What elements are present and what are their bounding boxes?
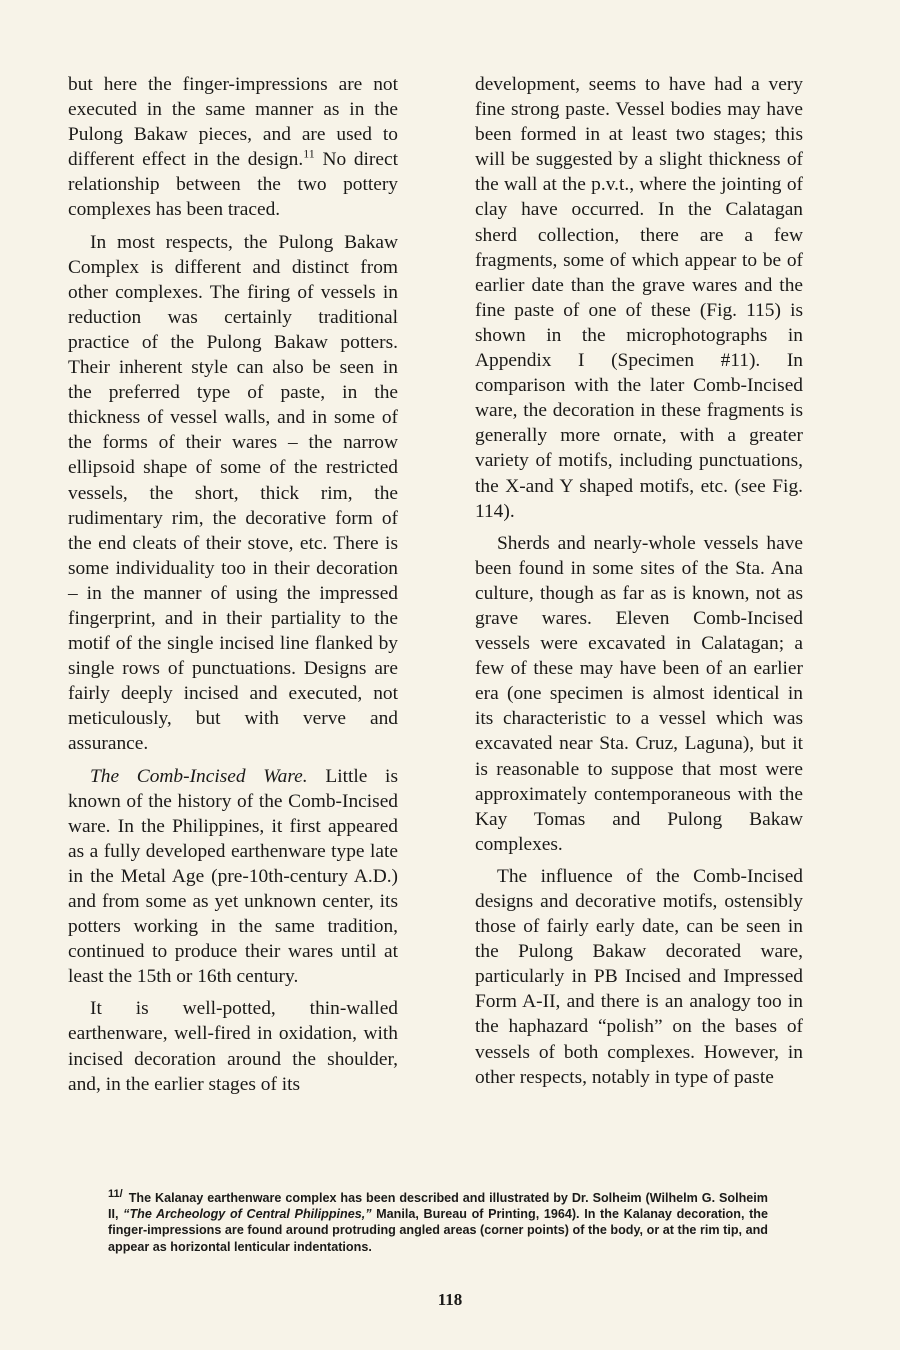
footnote <box>108 1187 768 1255</box>
left-paragraph-3 <box>68 764 398 990</box>
right-column <box>475 72 803 1097</box>
right-paragraph-1: development, seems to have had a very fine strong paste. Vessel bodies may have been formed in at least two stages; this will be suggested by a slight thickness of the wall at the p.v.t., where the jointing of clay have occurred. In the Calatagan sherd collection, there are a few fragments, some of which appear to be of earlier date than the grave wares and the fine paste of one of these (Fig. 115) is shown in the microphotographs in Appendix I (Specimen #11). In comparison with the later Comb-Incised ware, the decoration in these fragments is generally more ornate, with a greater variety of motifs, including punctuations, the X-and Y shaped motifs, etc. (see Fig. 114). <box>475 74 803 522</box>
footnote-marker: 11/ <box>108 1187 123 1200</box>
right-paragraph-3: The influence of the Comb-Incised designs and decorative motifs, ostensibly those of fairly early date, can be seen in the Pulong Bakaw decorated ware, particularly in PB Incised and Impressed Form A-II, and there is an analogy too in the haphazard “polish” on the bases of vessels of both complexes. However, in other respects, notably in type of paste <box>475 865 803 1088</box>
page-number: 118 <box>437 1290 463 1309</box>
footnote-text: The Kalanay earthenware complex has been described and illustrated by Dr. Solheim (Wilhelm G. Solheim II, <box>108 1191 768 1222</box>
footnote-reference: 11 <box>303 146 315 161</box>
paragraph-text: but here the finger-impressions are not executed in the same manner as in the Pulong Bakaw pieces, and are used to different effect in the design. <box>68 74 398 171</box>
left-column <box>68 72 398 1104</box>
right-paragraph-2: Sherds and nearly-whole vessels have been found in some sites of the Sta. Ana culture, though as far as is known, not as grave wares. Eleven Comb-Incised vessels were excavated in Calatagan; a few of these may have been of an earlier era (one specimen is almost identical in its characteristic to a vessel which was excavated near Sta. Cruz, Laguna), but it is reasonable to suppose that most were approximately contemporaneous with the Kay Tomas and Pulong Bakaw complexes. <box>475 532 803 855</box>
left-paragraph-4: It is well-potted, thin-walled earthenware, well-fired in oxidation, with incised decoration around the shoulder, and, in the earlier stages of its <box>68 998 398 1095</box>
footnote-text: Manila, Bureau of Printing, 1964). In the Kalanay decoration, the finger-impressions are found around protruding angled areas (corner points) of the body, or at the rim tip, and appear as horizontal lenticular indentations. <box>108 1207 768 1254</box>
paragraph-text: Little is known of the history of the Comb-Incised ware. In the Philippines, it first appeared as a fully developed earthenware type late in the Metal Age (pre-10th-century A.D.) and from some as yet unknown center, its potters working in the same tradition, continued to produce their wares until at least the 15th or 16th century. <box>68 765 398 988</box>
paragraph-text: No direct relationship between the two pottery complexes has been traced. <box>68 149 398 221</box>
footnote-cited-title: “The Archeology of Central Philippines,” <box>123 1207 372 1222</box>
left-paragraph-1 <box>68 72 398 223</box>
left-paragraph-2: In most respects, the Pulong Bakaw Complex is different and distinct from other complexes. The firing of vessels in reduction was certainly traditional practice of the Pulong Bakaw potters. Their inherent style can also be seen in the preferred type of paste, in the thickness of vessel walls, and in some of the forms of their wares – the narrow ellipsoid shape of some of the restricted vessels, the short, thick rim, the rudimentary rim, the decorative form of the end cleats of their stove, etc. There is some individuality too in their decoration – in the manner of using the impressed fingerprint, and in their partiality to the motif of the single incised line flanked by single rows of punctuations. Designs are fairly deeply incised and executed, not meticulously, but with verve and assurance. <box>68 231 398 755</box>
section-lead-in: The Comb-Incised Ware. <box>90 765 308 787</box>
